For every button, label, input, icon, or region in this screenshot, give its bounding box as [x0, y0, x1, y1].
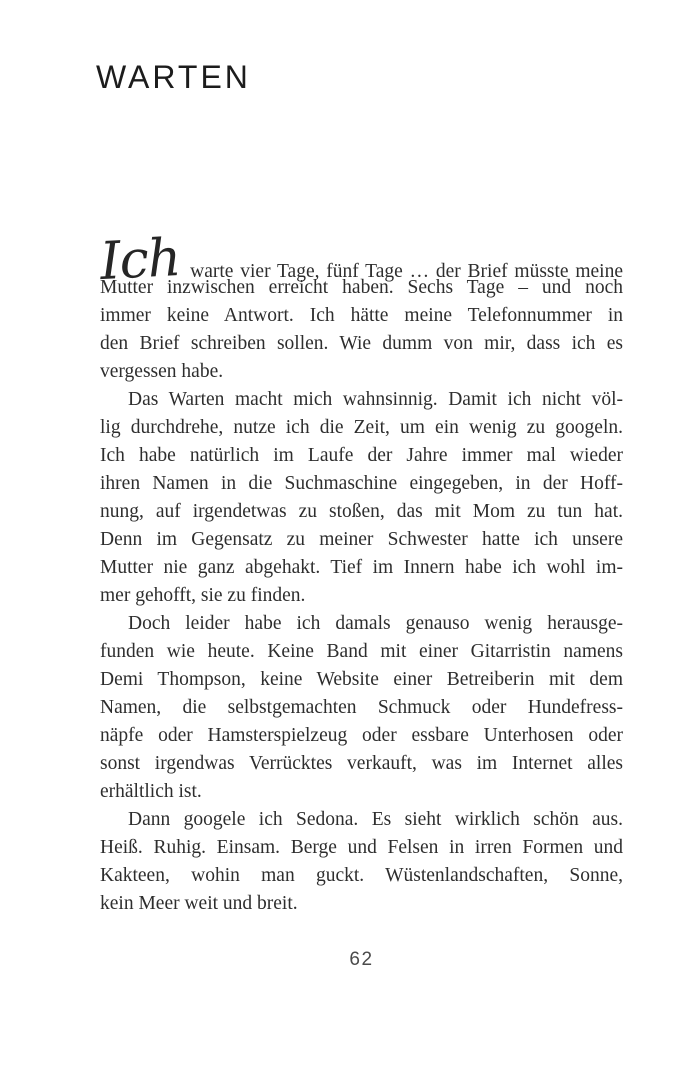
- text-line: Mutter inzwischen erreicht haben. Sechs Tage – und noch: [100, 277, 623, 298]
- text-line: funden wie heute. Keine Band mit einer Gitarristin namens: [100, 641, 623, 662]
- text-line: Denn im Gegensatz zu meiner Schwester hatte ich unsere: [100, 529, 623, 550]
- text-line: Namen, die selbstgemachten Schmuck oder Hundefress-: [100, 697, 623, 718]
- body-text-block: [98, 227, 623, 918]
- text-line: erhältlich ist.: [100, 781, 202, 802]
- text-line: Mutter nie ganz abgehakt. Tief im Innern habe ich wohl im-: [100, 557, 623, 578]
- text-line: den Brief schreiben sollen. Wie dumm von mir, dass ich es: [100, 333, 623, 354]
- text-line: Das Warten macht mich wahnsinnig. Damit ich nicht völ-: [128, 389, 623, 410]
- text-line: Demi Thompson, keine Website einer Betreiberin mit dem: [100, 669, 623, 690]
- text-line: vergessen habe.: [100, 361, 224, 382]
- text-line: Dann googele ich Sedona. Es sieht wirklich schön aus.: [128, 809, 623, 830]
- drop-word: Ich: [98, 227, 182, 293]
- text-line: näpfe oder Hamsterspielzeug oder essbare Unterhosen oder: [100, 725, 623, 746]
- text-line: sonst irgendwas Verrücktes verkauft, was im Internet alles: [100, 753, 623, 774]
- text-line: Doch leider habe ich damals genauso wenig herausge-: [128, 613, 623, 634]
- chapter-title: WARTEN: [96, 59, 251, 95]
- text-line: Ich warte vier Tage, fünf Tage … der Brief müsste meine: [98, 227, 623, 293]
- page-number: 62: [349, 949, 374, 970]
- text-line: lig durchdrehe, nutze ich die Zeit, um ein wenig zu googeln.: [100, 417, 623, 438]
- text-line: Ich habe natürlich im Laufe der Jahre immer mal wieder: [100, 445, 623, 466]
- text-line: mer gehofft, sie zu finden.: [100, 585, 306, 606]
- text-line: immer keine Antwort. Ich hätte meine Telefonnummer in: [100, 305, 623, 326]
- text-line: kein Meer weit und breit.: [100, 893, 298, 914]
- text-line: ihren Namen in die Suchmaschine eingegeben, in der Hoff-: [100, 473, 623, 494]
- text-line: Kakteen, wohin man guckt. Wüstenlandschaften, Sonne,: [100, 865, 623, 886]
- text-line: nung, auf irgendetwas zu stoßen, das mit Mom zu tun hat.: [100, 501, 623, 522]
- text-line: Heiß. Ruhig. Einsam. Berge und Felsen in irren Formen und: [100, 837, 623, 858]
